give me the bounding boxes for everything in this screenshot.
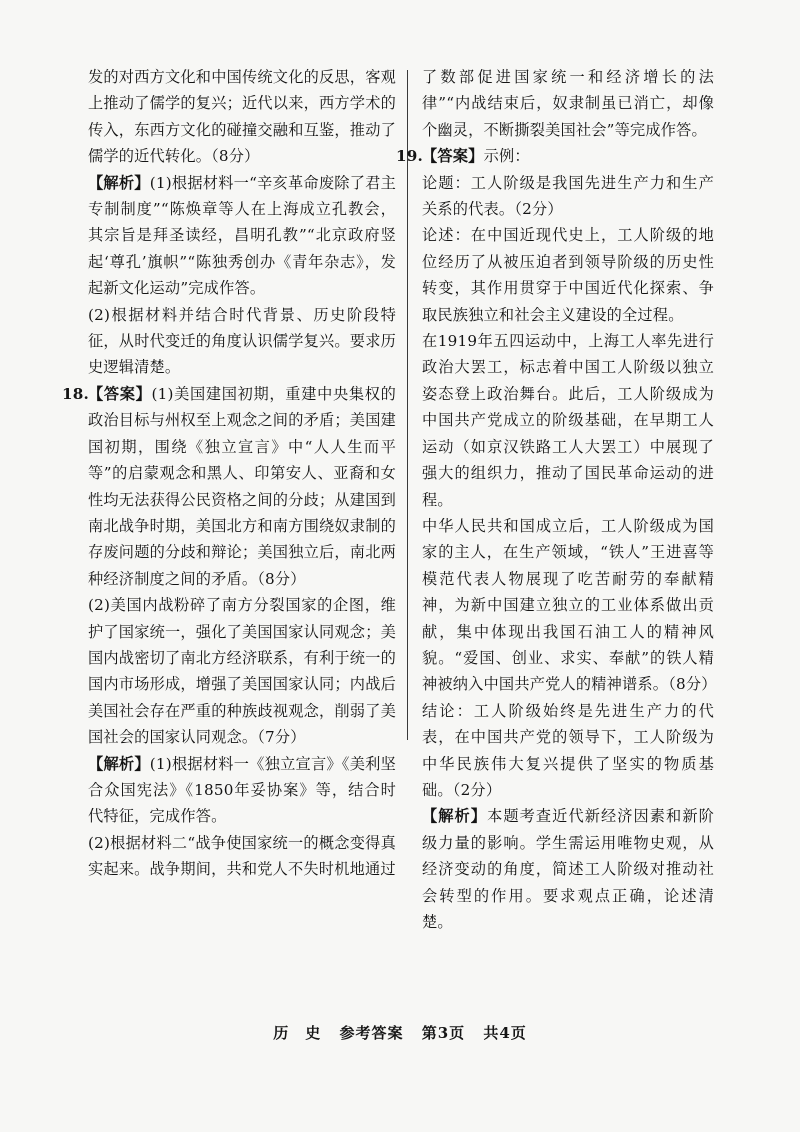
q19-answer-head [422,143,714,169]
q18-answer-2: (2)美国内战粉碎了南方分裂国家的企图，维护了国家统一，强化了美国国家认同观念；美国内战密切了南北方经济联系，有利于统一的国内市场形成，增强了美国国家认同；内战后美国社会存在严重的种族歧视观念，削弱了美国社会的国家认同观念。（7分） [88,596,396,747]
q18-block [62,381,396,883]
q19-explanation [422,803,714,935]
q19-thesis: 论题：工人阶级是我国先进生产力和生产关系的代表。（2分） [422,173,714,219]
left-column [62,64,396,883]
q18-explanation-1 [88,751,396,830]
explanation-tag: 【解析】 [88,754,150,773]
q19-number: 19. [396,147,424,166]
q18-number: 18. [62,384,90,403]
q19-block [396,143,714,169]
column-divider [407,70,408,740]
q17-explanation-1-text: (1)根据材料一“辛亥革命废除了君主专制制度”“陈焕章等人在上海成立孔教会，其宗旨是拜圣读经，昌明孔教”“北京政府竖起‘尊孔’旗帜”“陈独秀创办《青年杂志》，发起新文化运动”完成作答。 [88,173,396,298]
q19-answer-head-text: 示例： [483,147,530,166]
footer-total-pages: 共4页 [483,1024,527,1042]
q17-explanation-2: (2)根据材料并结合时代背景、历史阶段特征，从时代变迁的角度认识儒学复兴。要求历史逻辑清楚。 [88,305,396,377]
right-column [396,64,717,935]
q18-answer-1-text: (1)美国建国初期，重建中央集权的政治目标与州权至上观念之间的矛盾；美国建国初期，围绕《独立宣言》中“人人生而平等”的启蒙观念和黑人、印第安人、亚裔和女性均无法获得公民资格之间的分歧；从建国到南北战争时期，美国北方和南方围绕奴隶制的存废问题的分歧和辩论；美国独立后，南北两种经济制度之间的矛盾。（8分） [88,384,396,588]
q18-explanation-2: (2)根据材料二“战争使国家统一的概念变得真实起来。战争期间，共和党人不失时机地通过 [88,833,396,879]
q19-argument-1: 论述：在中国近现代史上，工人阶级的地位经历了从被压迫者到领导阶级的历史性转变，其作用贯穿于中国近代化探索、争取民族独立和社会主义建设的全过程。 [422,226,714,324]
explanation-tag: 【解析】 [422,807,488,826]
explanation-tag: 【解析】 [88,173,150,192]
q17-answer-continued: 发的对西方文化和中国传统文化的反思，客观上推动了儒学的复兴；近代以来，西方学术的传入，东西方文化的碰撞交融和互鉴，推动了儒学的近代转化。（8分） [88,68,396,166]
q17-explanation-1 [88,170,396,302]
answer-tag: 【答案】 [88,384,152,403]
page-footer [0,1022,800,1043]
q19-argument-3: 中华人民共和国成立后，工人阶级成为国家的主人，在生产领域，“铁人”王进喜等模范代表人物展现了吃苦耐劳的奉献精神，为新中国建立独立的工业体系做出贡献，集中体现出我国石油工人的精神风貌。“爱国、创业、求实、奉献”的铁人精神被纳入中国共产党人的精神谱系。（8分） [422,516,717,694]
q18-explanation-continued: 了数部促进国家统一和经济增长的法律”“内战结束后，奴隶制虽已消亡，却像个幽灵，不断撕裂美国社会”等完成作答。 [422,68,714,139]
q18-answer-1 [88,381,396,592]
q19-argument-2: 在1919年五四运动中，上海工人率先进行政治大罢工，标志着中国工人阶级以独立姿态登上政治舞台。此后，工人阶级成为中国共产党成立的阶级基础，在早期工人运动（如京汉铁路工人大罢工）中展现了强大的组织力，推动了国民革命运动的进程。 [422,332,714,509]
q19-conclusion: 结论：工人阶级始终是先进生产力的代表，在中国共产党的领导下，工人阶级为中华民族伟大复兴提供了坚实的物质基础。（2分） [422,701,714,799]
footer-page-number: 第3页 [421,1024,466,1042]
footer-doc-title: 参考答案 [339,1024,404,1042]
q18-explanation-1-text: (1)根据材料一《独立宣言》《美利坚合众国宪法》《1850年妥协案》等，结合时代特征，完成作答。 [88,754,396,826]
q19-explanation-text: 本题考查近代新经济因素和新阶级力量的影响。学生需运用唯物史观，从经济变动的角度，简述工人阶级对推动社会转型的作用。要求观点正确，论述清楚。 [422,807,714,931]
answer-tag: 【答案】 [422,147,484,166]
footer-subject: 历 史 [273,1024,322,1042]
